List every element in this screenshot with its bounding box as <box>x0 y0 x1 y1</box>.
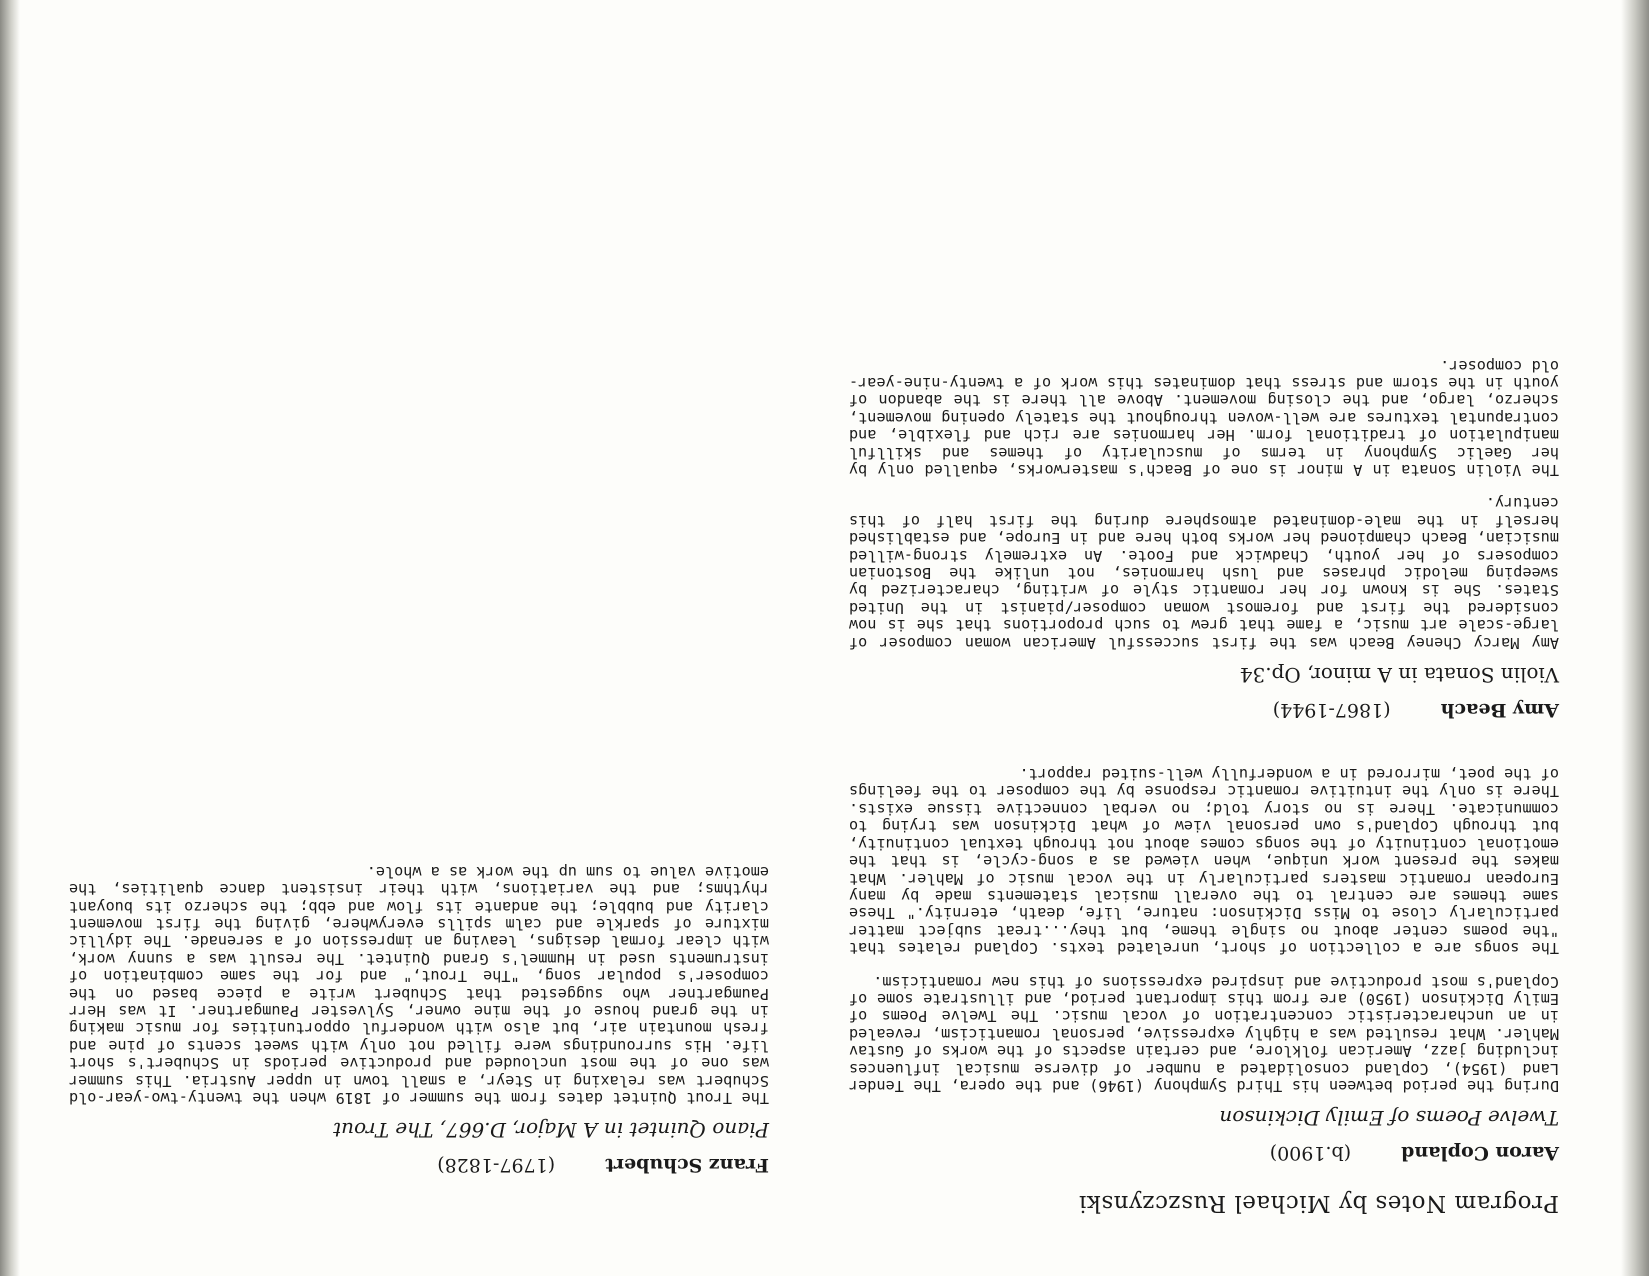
paragraph: The Violin Sonata in A minor is one of Beach's masterworks, equalled only by her Gaelic Symphony in terms of muscularity of themes and skillful manipulation of traditional form. Her harmonies are rich and flexible, and contrapuntal textures are well-woven throughout the stately opening movement, scherzo, largo, and the closing movement. Above all there is the abandon of youth in the storm and stress that dominates this work of a twenty-nine-year-old composer. <box>849 356 1559 480</box>
paragraph: Amy Marcy Cheney Beach was the first successful American woman composer of large-scale art music, a fame that grew to such proportions that she is now considered the first and foremost woman composer/pianist in the United States. She is known for her romantic style of writing, characterized by sweeping melodic phrases and lush harmonies, not unlike the Bostonian composers of her youth, Chadwick and Foote. An extremely strong-willed musician, Beach championed her works both here and in Europe, and established herself in the male-dominated atmosphere during the first half of this century. <box>849 494 1559 652</box>
composer-dates: (1867-1944) <box>1272 698 1391 721</box>
section-divider-space <box>849 721 1559 765</box>
work-title: Violin Sonata in A minor, Op.34 <box>1239 662 1559 687</box>
column-right <box>69 862 769 1176</box>
composer-heading <box>849 699 1559 721</box>
paragraph: The Trout Quintet dates from the summer of 1819 when the twenty-two-year-old Schubert was relaxing in Steyr, a small town in upper Austria. This summer was one of the most unclouded and productive periods in Schubert's short life. His surroundings were filled not only with sweet scents of pine and fresh mountain air, but also with wonderful opportunities for music making in the grand house of the mine owner, Sylvester Paumgartner. It was Herr Paumgartner who suggested that Schubert write a piece based on the composer's popular song, "The Trout," and for the same combination of instruments used in Hummel's Grand Quintet. The result was a sunny work, with clear formal designs, leaving an impression of a serenade. The idyllic mixture of sparkle and calm spills everywhere, giving the first movement clarity and bubble; the andante its flow and ebb; the scherzo its buoyant rhythms; and the variations, with their insistent dance qualities, the emotive value to sum up the work as a whole. <box>69 862 769 1107</box>
composer-dates: (1797-1828) <box>437 1154 556 1176</box>
paragraph: During the period between his Third Symphony (1946) and the opera, The Tender Land (1954), Copland consolidated a number of diverse musical influences including jazz, American folklore, and certain aspects of the works of Gustav Mahler. What resulted was a highly expressive, personal romanticism, revealed in an uncharacteristic concentration of vocal music. The Twelve Poems of Emily Dickinson (1950) are from this important period, and illustrate some of Copland's most productive and inspired expressions of this new romanticism. <box>849 972 1559 1095</box>
composer-heading <box>69 1154 769 1176</box>
program-notes-header: Program Notes by Michael Ruszczynski <box>1078 1190 1559 1216</box>
composer-name: Franz Schubert <box>605 1154 769 1176</box>
section-copland <box>849 765 1559 1164</box>
composer-dates: (b.1900) <box>1269 1142 1352 1164</box>
composer-name: Aaron Copland <box>1401 1142 1559 1164</box>
column-left <box>849 356 1559 1216</box>
section-beach <box>849 356 1559 721</box>
work-title: Twelve Poems of Emily Dickinson <box>1219 1106 1559 1130</box>
section-schubert <box>69 862 769 1176</box>
composer-heading <box>849 1142 1559 1164</box>
work-title: Piano Quintet in A Major, D.667, The Trout <box>333 1118 769 1142</box>
paragraph: The songs are a collection of short, unrelated texts. Copland relates that "the poems center about no single theme, but they...treat subject matter particularly close to Miss Dickinson: nature, life, death, eternity." These same themes are central to the overall musical statements made by many European romantic masters particularly in the vocal music of Mahler. What makes the present work unique, when viewed as a song-cycle, is that the emotional continuity of the songs comes about not through textual continuity, but through Copland's own personal view of what Dickinson was trying to communicate. There is no story told; no verbal connective tissue exists. There is only the intuitive romantic response by the composer to the feelings of the poet, mirrored in a wonderfully well-suited rapport. <box>849 765 1559 958</box>
composer-name: Amy Beach <box>1440 698 1559 721</box>
